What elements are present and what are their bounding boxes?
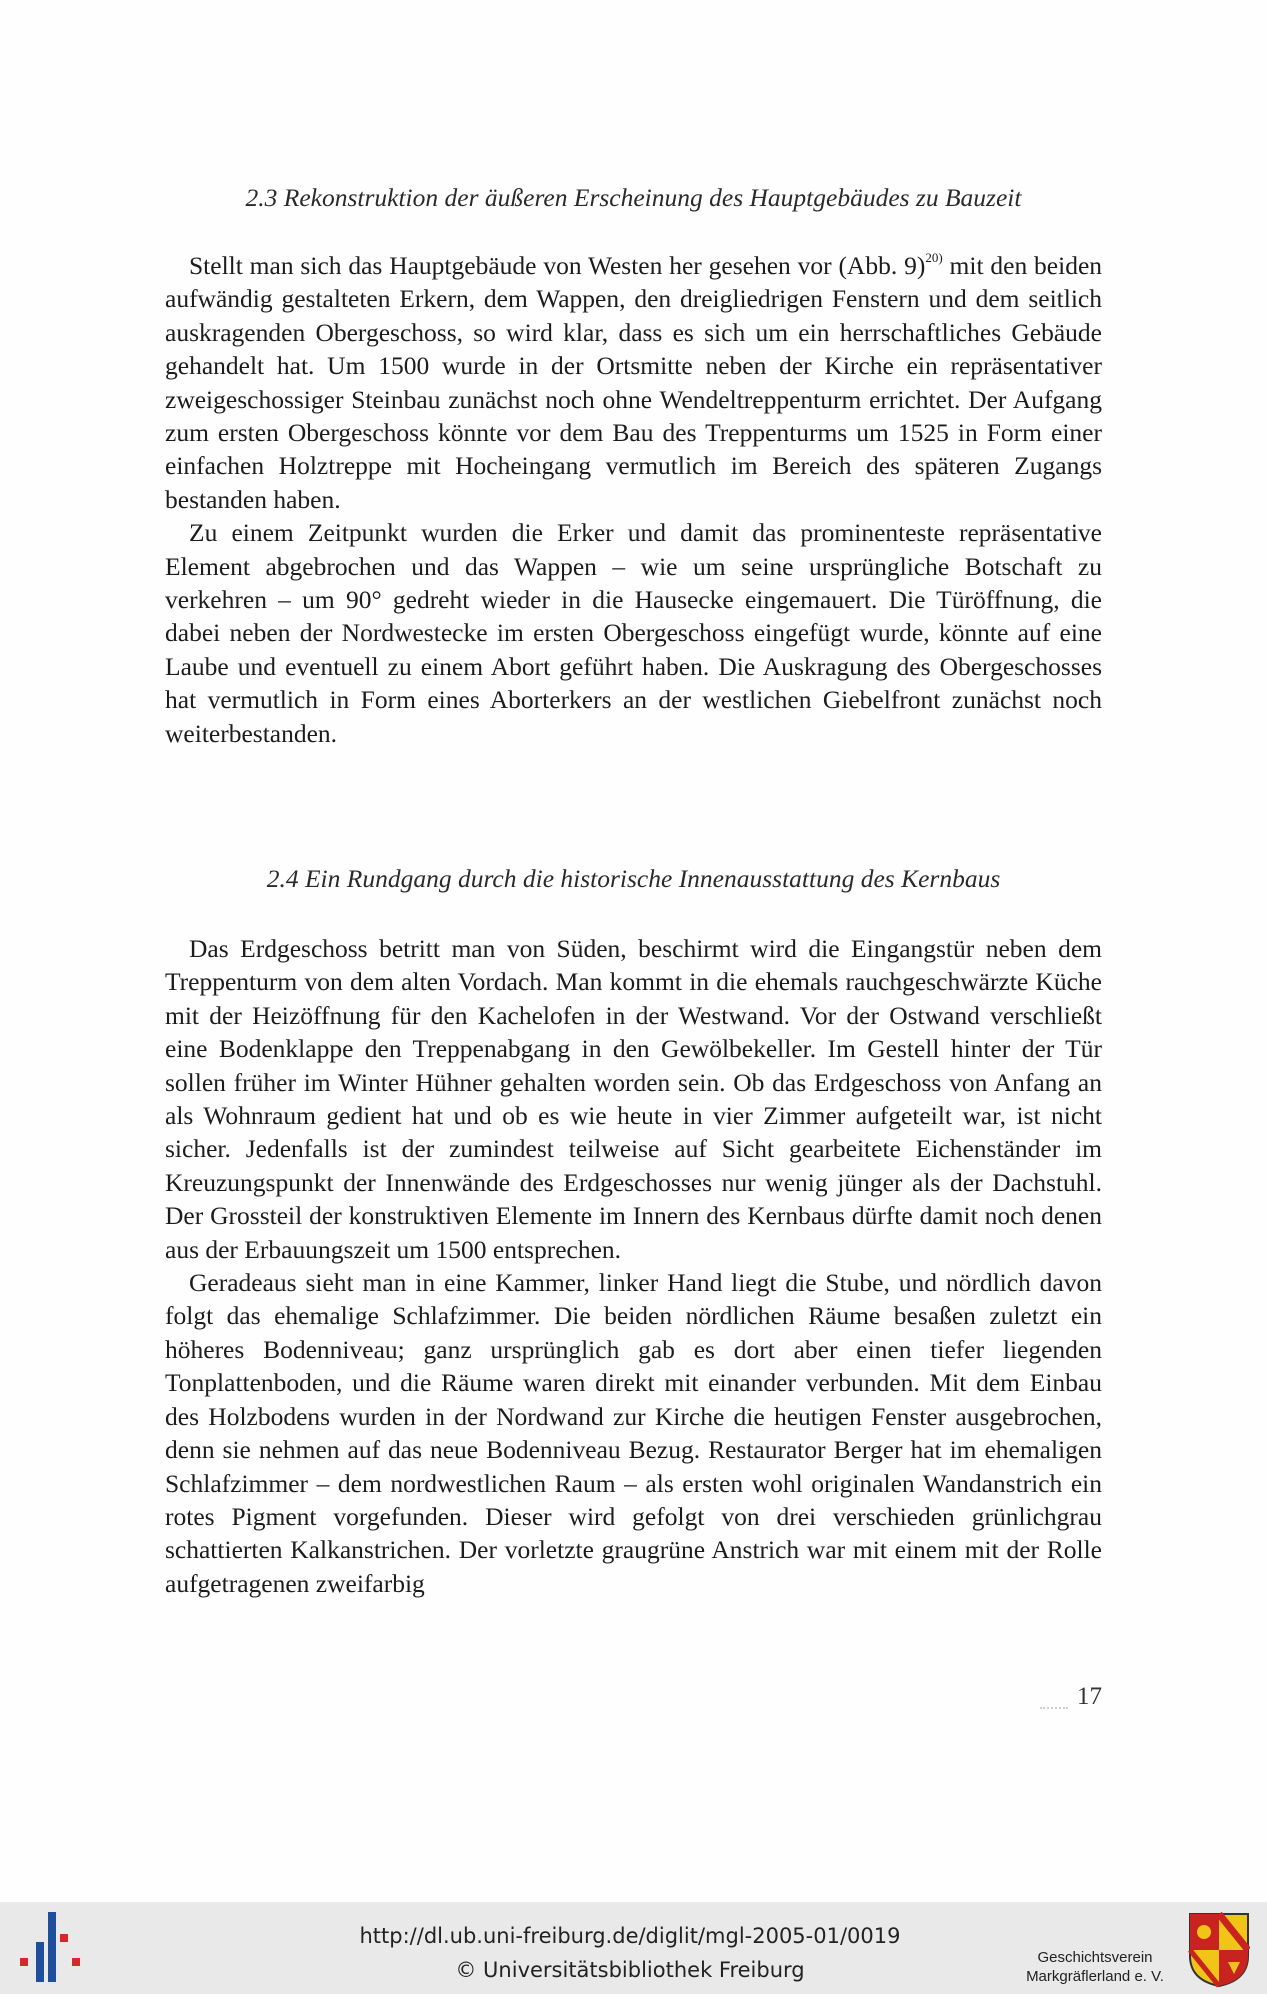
section-2-4-body xyxy=(165,932,1102,1600)
markgraeflerland-crest-icon[interactable] xyxy=(1188,1912,1250,1988)
paragraph xyxy=(165,249,1102,516)
scan-artifact-dots xyxy=(1040,1707,1068,1711)
footer-copyright: © Universitätsbibliothek Freiburg xyxy=(455,1958,805,1982)
society-name-line: Geschichtsverein xyxy=(1037,1949,1153,1966)
paragraph: Zu einem Zeitpunkt wurden die Erker und damit das prominenteste repräsentative Element abgebrochen und das Wappen – wie um seine ursprüngliche Botschaft zu verkehren – um 90° gedreht wieder in die Hausecke eingemauert. Die Türöffnung, die dabei neben der Nordwestecke im ersten Obergeschoss eingefügt wurde, könnte auf eine Laube und eventuell zu einem Abort geführt haben. Die Auskragung des Obergeschosses hat vermutlich in Form eines Aborterkers an der westlichen Giebelfront zunächst noch weiterbestanden. xyxy=(165,518,1102,748)
society-name-line: Markgräflerland e. V. xyxy=(1026,1968,1164,1985)
paragraph-text: mit den beiden aufwändig gestalteten Erkern, dem Wappen, den dreigliedrigen Fenstern und dem seitlich auskragenden Obergeschoss, so wird klar, dass es sich um ein herrschaftliches Gebäude gehandelt hat. Um 1500 wurde in der Ortsmitte neben der Kirche ein repräsentativer zweigeschossiger Steinbau zunächst noch ohne Wendeltreppenturm errichtet. Der Aufgang zum ersten Obergeschoss könnte vor dem Bau des Treppenturms um 1525 in Form einer einfachen Holztreppe mit Hocheingang vermutlich im Bereich des späteren Zugangs bestanden haben. xyxy=(165,251,1103,514)
section-2-3-body xyxy=(165,249,1102,750)
page-number: 17 xyxy=(1077,1683,1102,1710)
paragraph: Geradeaus sieht man in eine Kammer, linker Hand liegt die Stube, und nördlich davon folgt das ehemalige Schlafzimmer. Die beiden nördlichen Räume besaßen zuletzt ein höheres Bodenniveau; ganz ursprünglich gab es dort aber einen tiefer liegenden Tonplattenboden, und die Räume waren direkt mit einander verbunden. Mit dem Einbau des Holzbodens wurden in der Nordwand zur Kirche die heutigen Fenster ausgebrochen, denn sie nehmen auf das neue Bodenniveau Bezug. Restaurator Berger hat im ehemaligen Schlafzimmer – dem nordwestlichen Raum – als ersten wohl originalen Wandanstrich ein rotes Pigment vorgefunden. Dieser wird gefolgt von drei verschieden grünlichgrau schattierten Kalkanstrichen. Der vorletzte graugrüne Anstrich war mit einem mit der Rolle aufgetragenen zweifarbig xyxy=(165,1268,1102,1598)
footer-society-name xyxy=(1000,1948,1190,1986)
ub-freiburg-logo-icon[interactable] xyxy=(16,1912,86,1982)
paragraph: Das Erdgeschoss betritt man von Süden, beschirmt wird die Eingangstür neben dem Treppenturm von dem alten Vordach. Man kommt in die ehemals rauchgeschwärzte Küche mit der Heizöffnung für den Kachelofen in der Westwand. Vor der Ostwand verschließt eine Bodenklappe den Treppenabgang in den Gewölbekeller. Im Gestell hinter der Tür sollen früher im Winter Hühner gehalten worden sein. Ob das Erdgeschoss von Anfang an als Wohnraum gedient hat und ob es wie heute in vier Zimmer aufgeteilt war, ist nicht sicher. Jedenfalls ist der zumindest teilweise auf Sicht gearbeitete Eichenständer im Kreuzungspunkt der Innenwände des Erdgeschosses nur wenig jünger als der Dachstuhl. Der Grossteil der konstruktiven Elemente im Innern des Kernbaus dürfte damit noch denen aus der Erbauungszeit um 1500 entsprechen. xyxy=(165,934,1102,1264)
paragraph-text: Stellt man sich das Hauptgebäude von Westen her gesehen vor (Abb. 9) xyxy=(189,251,926,280)
section-heading-2-3: 2.3 Rekonstruktion der äußeren Erscheinung des Hauptgebäudes zu Bauzeit xyxy=(245,183,1022,212)
footer-url-link[interactable]: http://dl.ub.uni-freiburg.de/diglit/mgl-2005-01/0019 xyxy=(359,1924,901,1948)
section-heading-2-4: 2.4 Ein Rundgang durch die historische Innenausstattung des Kernbaus xyxy=(266,864,1001,893)
footnote-reference[interactable]: 20) xyxy=(925,250,943,265)
